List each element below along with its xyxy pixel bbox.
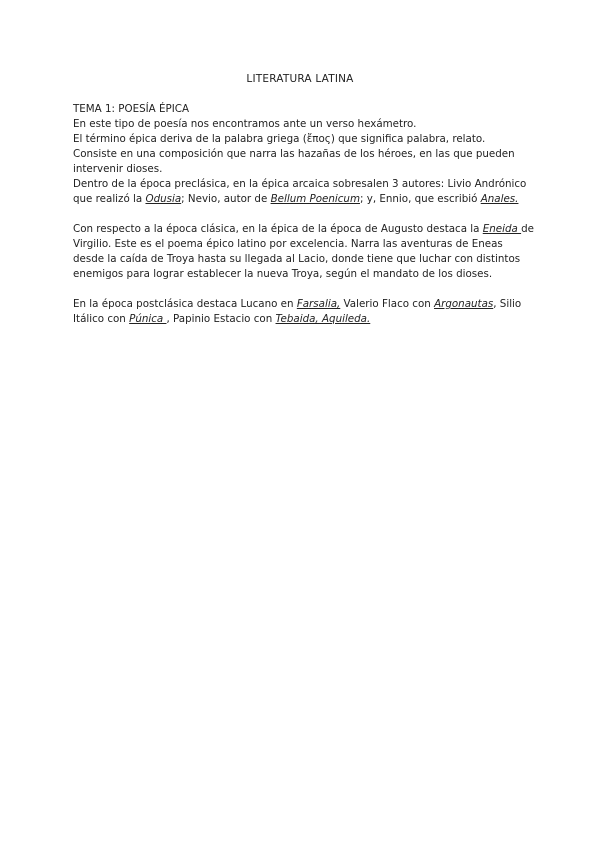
work-farsalia: Farsalia, <box>296 298 341 310</box>
paragraph-3-text-c: , Silio Itálico con <box>73 298 522 325</box>
work-argonautas: Argonautas <box>434 298 494 310</box>
work-odusia: Odusia <box>145 193 182 205</box>
document-title: LITERATURA LATINA <box>246 73 354 85</box>
paragraph-3 <box>73 297 535 327</box>
paragraph-gap <box>73 207 535 222</box>
work-eneida: Eneida <box>482 223 522 235</box>
document-body <box>73 102 535 327</box>
paragraph-2 <box>73 222 535 282</box>
section-heading: TEMA 1: POESÍA ÉPICA <box>73 103 189 115</box>
paragraph-1-line-1: En este tipo de poesía nos encontramos ante un verso hexámetro. <box>73 118 417 130</box>
paragraph-1 <box>73 117 535 207</box>
paragraph-3-text-a: En la época postclásica destaca Lucano en <box>73 298 297 310</box>
paragraph-1-line-4-a: Dentro de la época preclásica, en la épica arcaica sobresalen 3 autores: Livio Andrónico que realizó la <box>73 178 527 205</box>
paragraph-2-text-b: de Virgilio. Este es el poema épico latino por excelencia. Narra las aventuras de Eneas desde la caída de Troya hasta su llegada al Lacio, donde tiene que luchar con distintos enemigos para lograr establecer la nueva Troya, según el mandato de los dioses. <box>73 223 534 280</box>
paragraph-3-text-b: Valerio Flaco con <box>340 298 435 310</box>
paragraph-gap <box>73 282 535 297</box>
paragraph-1-line-3: Consiste en una composición que narra las hazañas de los héroes, en las que pueden intervenir dioses. <box>73 148 515 175</box>
work-tebaida-aquileda: Tebaida, Aquileda. <box>275 313 371 325</box>
work-anales: Anales. <box>480 193 519 205</box>
paragraph-1-line-2: El término épica deriva de la palabra griega (ἔπος) que significa palabra, relato. <box>73 133 486 145</box>
paragraph-1-line-4-b: ; Nevio, autor de <box>181 193 271 205</box>
paragraph-2-text-a: Con respecto a la época clásica, en la épica de la época de Augusto destaca la <box>73 223 483 235</box>
work-punica: Púnica <box>129 313 167 325</box>
paragraph-3-text-d: , Papinio Estacio con <box>166 313 276 325</box>
work-bellum-poenicum: Bellum Poenicum <box>270 193 360 205</box>
paragraph-1-line-4-c: ; y, Ennio, que escribió <box>359 193 481 205</box>
